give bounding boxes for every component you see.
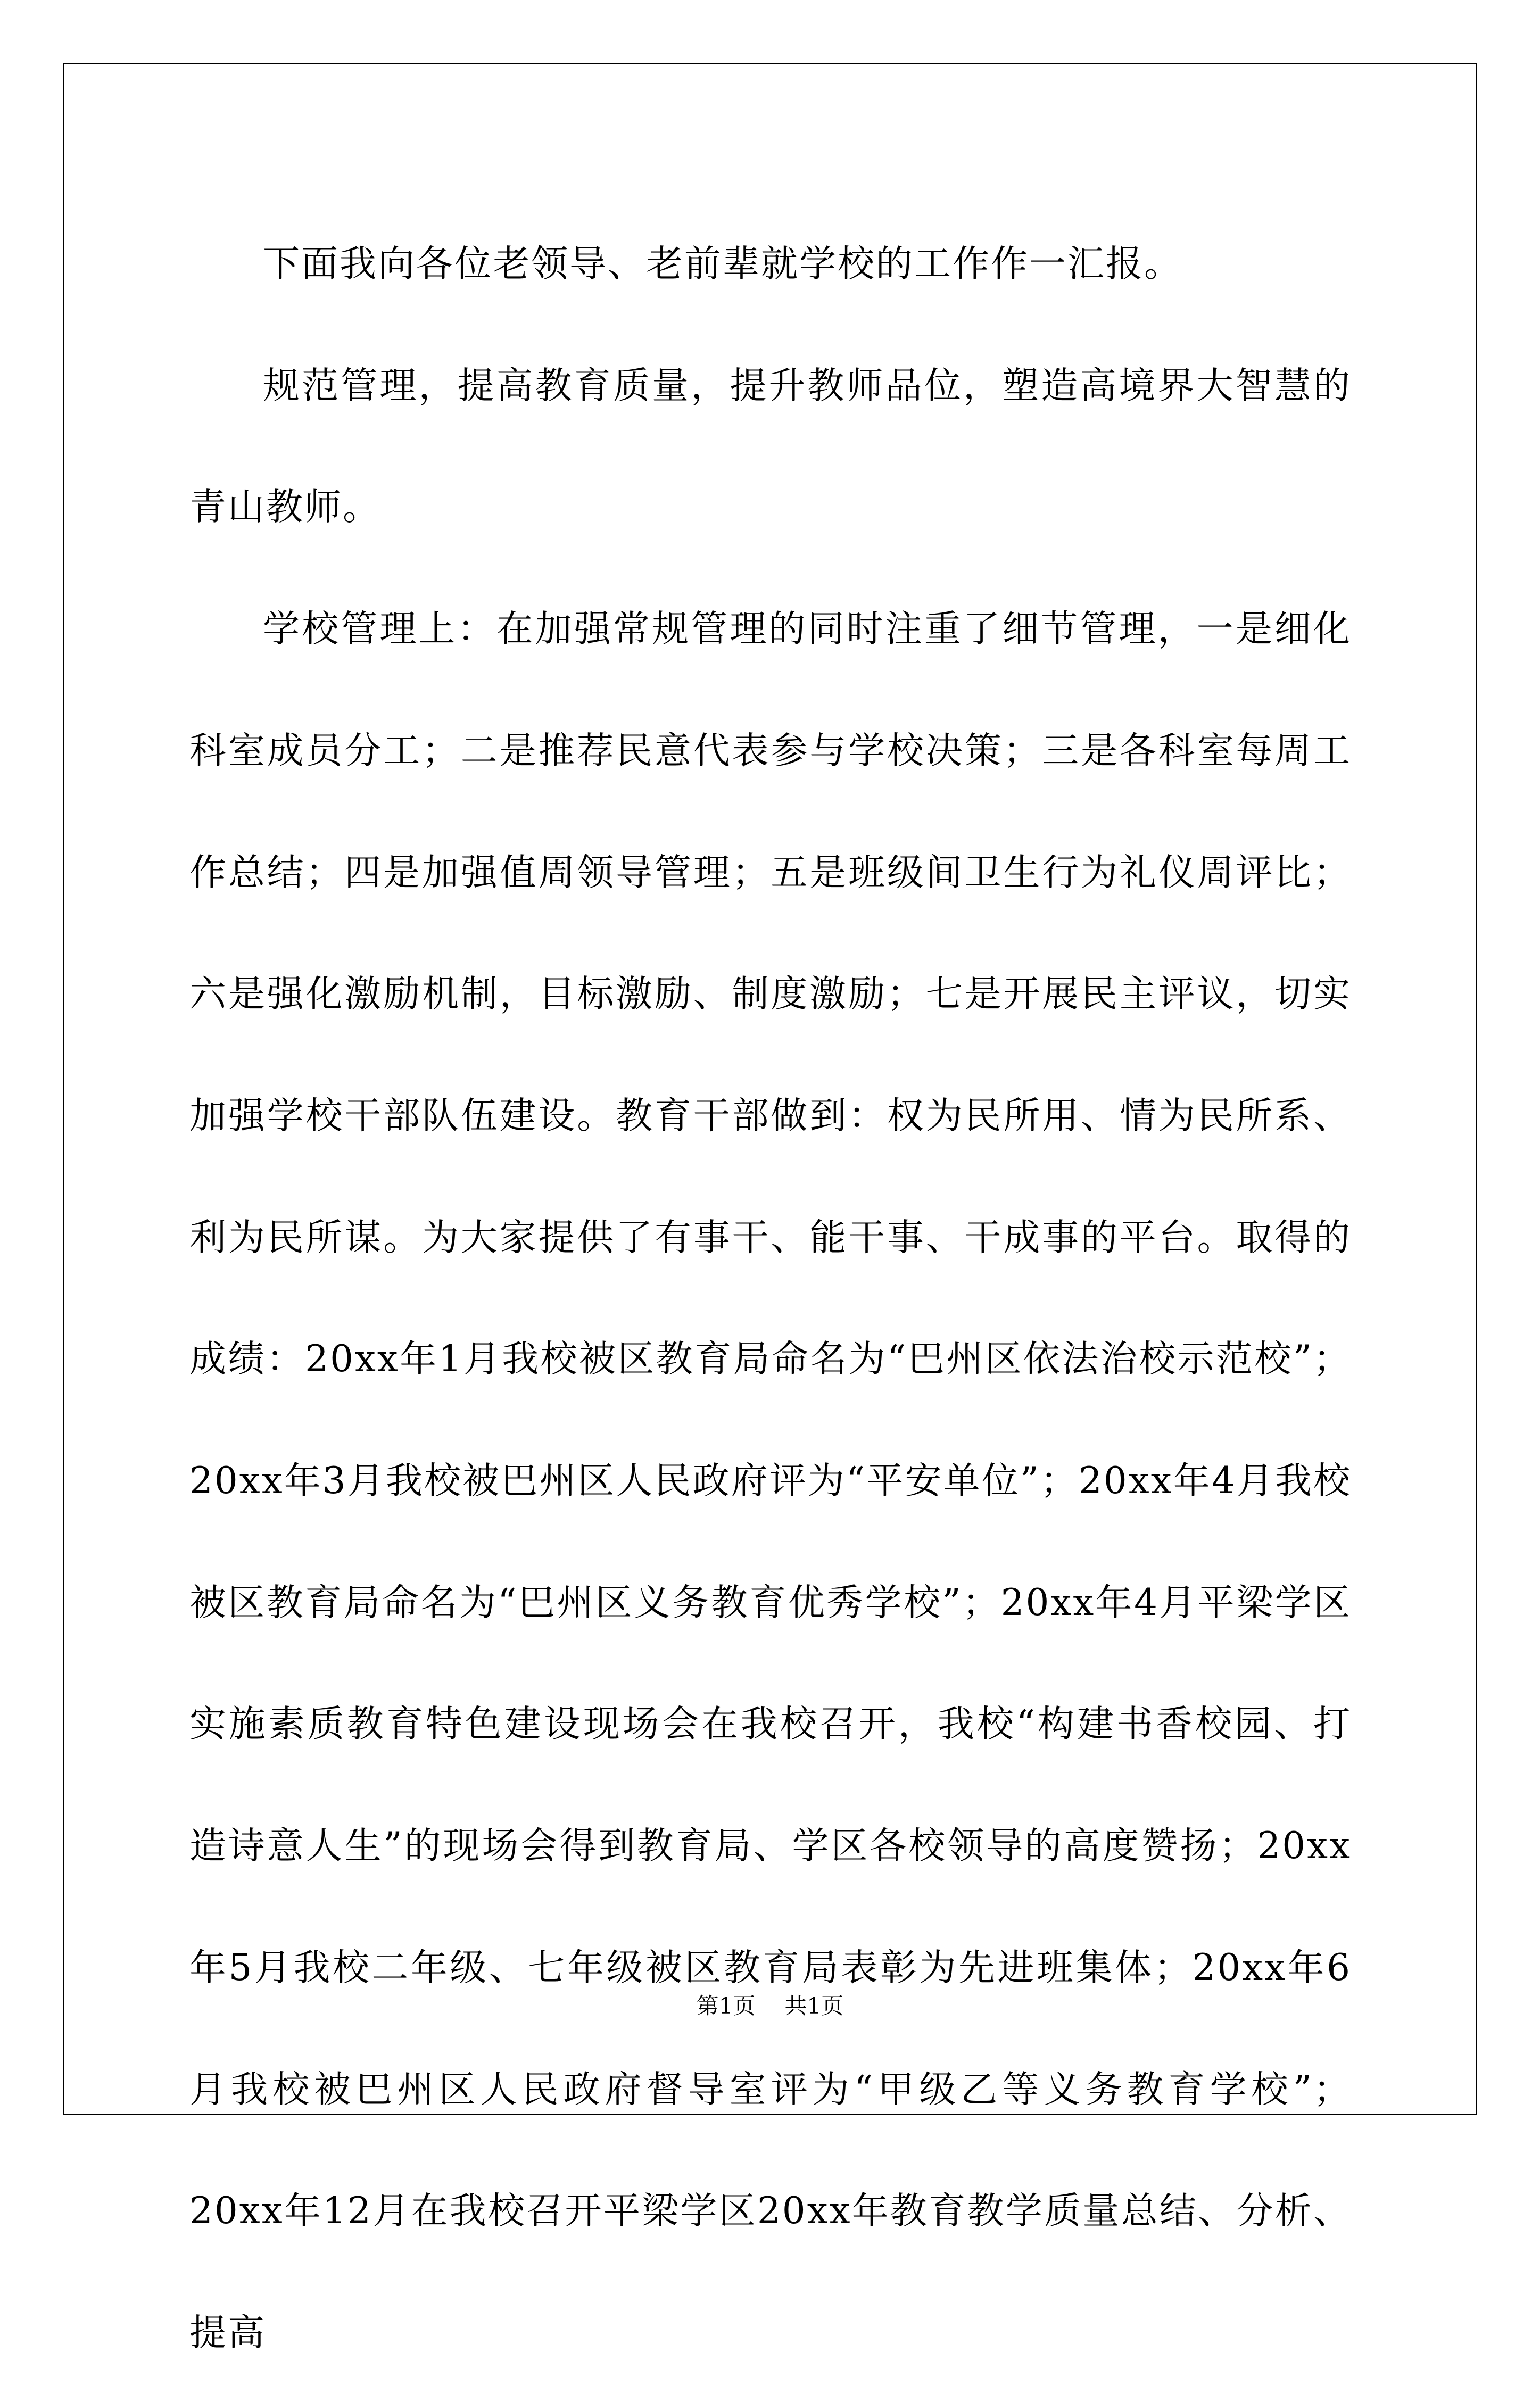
page-number: 第1页 xyxy=(696,1993,756,2019)
paragraph-goal: 规范管理，提高教育质量，提升教师品位，塑造高境界大智慧的青山教师。 xyxy=(189,364,1352,529)
paragraph-school-management: 学校管理上：在加强常规管理的同时注重了细节管理，一是细化科室成员分工；二是推荐民意代表参与学校决策；三是各科室每周工作总结；四是加强值周领导管理；五是班级间卫生行为礼仪周评比；六是强化激励机制，目标激励、制度激励；七是开展民主评议，切实加强学校干部队伍建设。教育干部做到：权为民所用、情为民所系、利为民所谋。为大家提供了有事干、能干事、干成事的平台。取得的成绩：20xx年1月我校被区教育局命名为“巴州区依法治校示范校”；20xx年3月我校被巴州区人民政府评为“平安单位”；20xx年4月我校被区教育局命名为“巴州区义务教育优秀学校”；20xx年4月平梁学区实施素质教育特色建设现场会在我校召开，我校“构建书香校园、打造诗意人生”的现场会得到教育局、学区各校领导的高度赞扬；20xx年5月我校二年级、七年级被区教育局表彰为先进班集体；20xx年6月我校被巴州区人民政府督导室评为“甲级乙等义务教育学校”；20xx年12月在我校召开平梁学区20xx年教育教学质量总结、分析、提高 xyxy=(189,608,1352,2354)
paragraph-intro: 下面我向各位老领导、老前辈就学校的工作作一汇报。 xyxy=(263,243,1182,285)
document-body xyxy=(189,203,1352,2394)
page-total: 共1页 xyxy=(784,1993,844,2019)
page-footer xyxy=(0,1993,1540,2019)
